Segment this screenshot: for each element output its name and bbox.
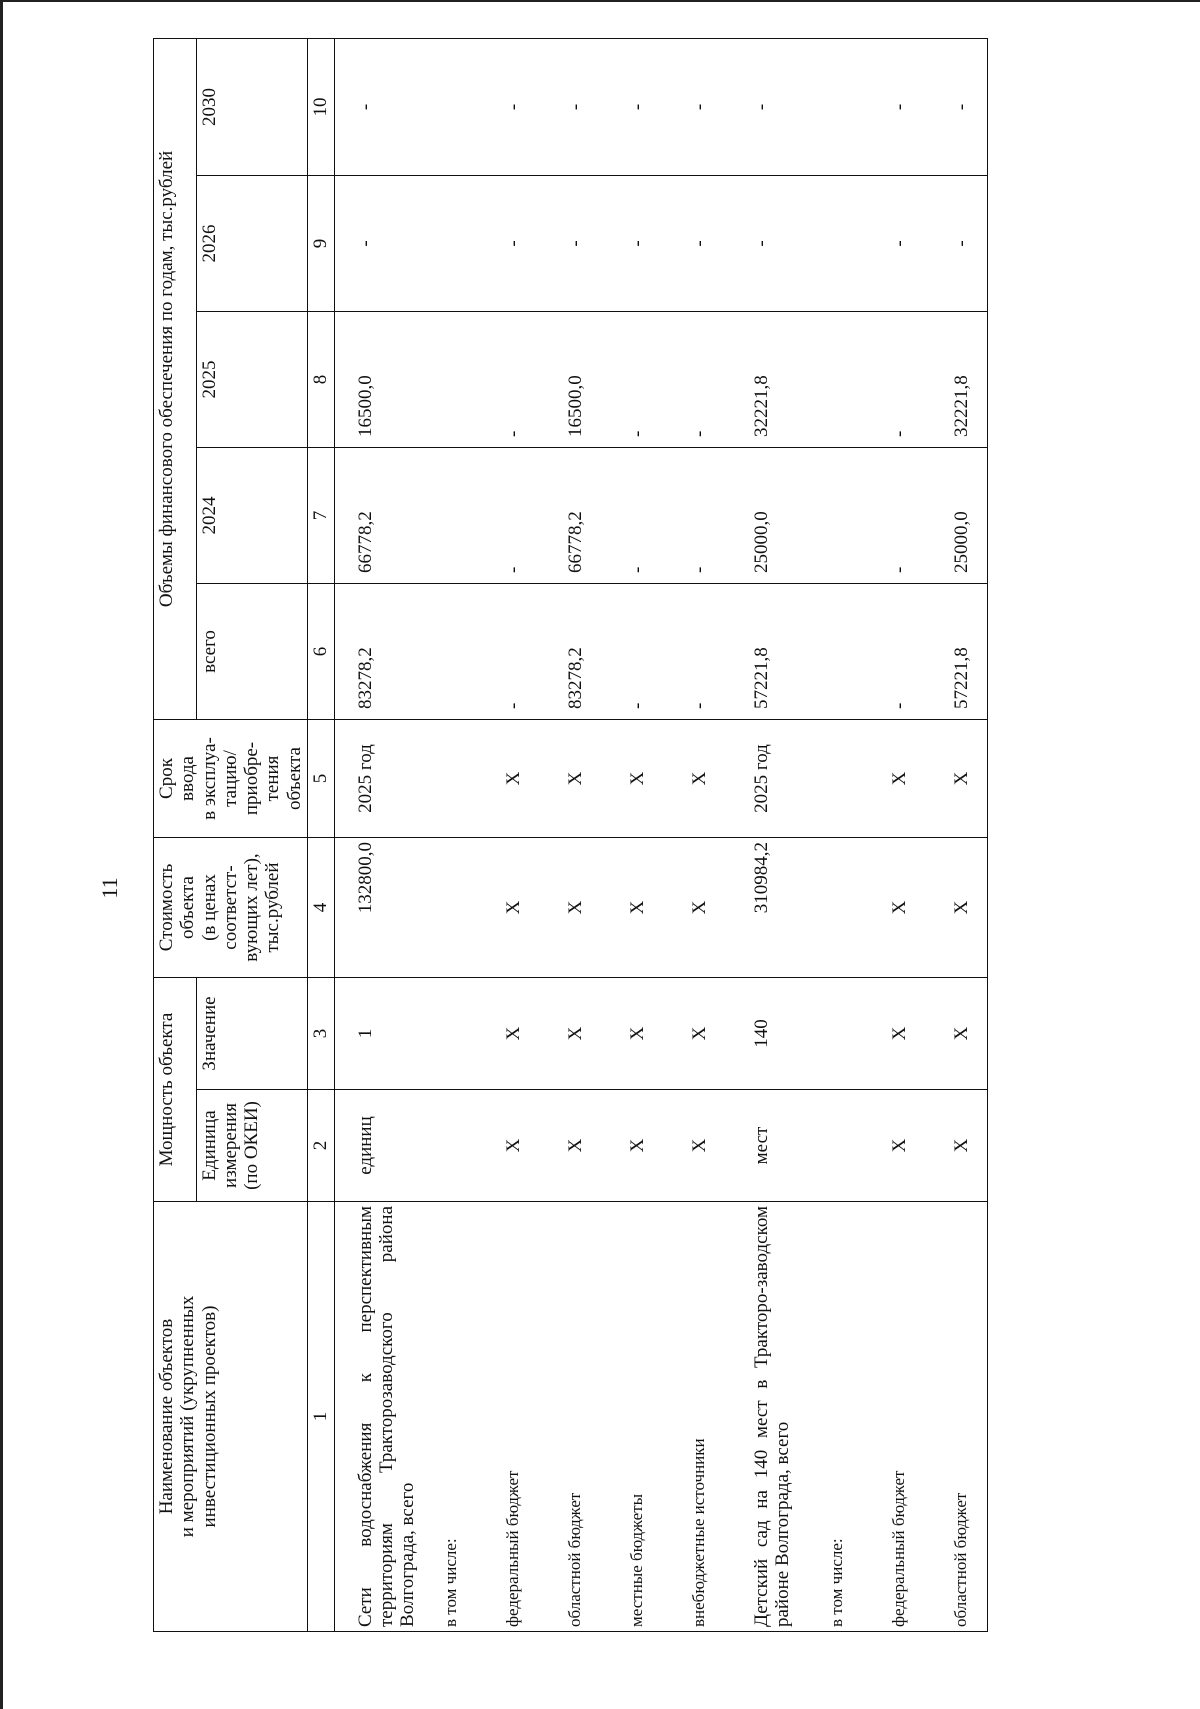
col-number: 2 [307, 1090, 334, 1202]
header-cost: Стоимость объекта (в ценах соответст- вующих лет), тыс.рублей [154, 838, 308, 978]
table-row: местные бюджеты X X X X - - - - - [625, 38, 663, 1631]
header-name: Наименование объектов и мероприятий (укрупненных инвестиционных проектов) [154, 1202, 308, 1632]
row-name: областной бюджет [949, 1202, 988, 1632]
row-name: внебюджетные источники [687, 1202, 725, 1632]
header-2030: 2030 [196, 38, 307, 175]
scan-edge-left [0, 0, 3, 1709]
header-capacity: Мощность объекта [154, 978, 197, 1202]
table-row: федеральный бюджет X X X X - - - - - [501, 38, 539, 1631]
col-number: 5 [307, 720, 334, 838]
header-2024: 2024 [196, 448, 307, 584]
row-2026: - [353, 176, 439, 312]
row-value: 1 [353, 978, 439, 1090]
col-number: 4 [307, 838, 334, 978]
row-unit: единиц [353, 1090, 439, 1202]
row-name: Детский сад на 140 мест в Тракторо-заводском районе Волгограда, всего [749, 1202, 825, 1632]
table-row: областной бюджет X X X X 57221,8 25000,0 32221,8 - - [949, 38, 988, 1631]
header-value: Значение [196, 978, 307, 1090]
header-2025: 2025 [196, 312, 307, 448]
table-row: внебюджетные источники X X X X - - - - - [687, 38, 725, 1631]
col-number: 8 [307, 312, 334, 448]
header-unit: Единица измерения (по ОКЕИ) [196, 1090, 307, 1202]
scan-edge-top [0, 0, 1200, 2]
financing-table [153, 38, 988, 1632]
col-number: 6 [307, 584, 334, 720]
row-name: Сети водоснабжения к перспективным территориям Тракторозаводского района Волгограда, всего [353, 1202, 439, 1632]
header-term: Срок ввода в эксплуа- тацию/ приобре- тения объекта [154, 720, 308, 838]
column-numbers-row [307, 38, 334, 1631]
row-name: в том числе: [439, 1202, 477, 1632]
table-row: Детский сад на 140 мест в Тракторо-заводском районе Волгограда, всего мест 140 310984,2 2025 год 57221,8 25000,0 32221,8 - - [749, 38, 825, 1631]
header-total: всего [196, 584, 307, 720]
page-number: 11 [97, 877, 122, 899]
row-name: федеральный бюджет [887, 1202, 925, 1632]
col-number: 9 [307, 176, 334, 312]
table-row: федеральный бюджет X X X X - - - - - [887, 38, 925, 1631]
row-term: 2025 год [353, 720, 439, 838]
row-cost: 132800,0 [353, 838, 439, 978]
table-row [353, 38, 439, 1631]
row-2024: 66778,2 [353, 448, 439, 584]
table-row [439, 38, 477, 1631]
header-2026: 2026 [196, 176, 307, 312]
col-number: 1 [307, 1202, 334, 1632]
row-name: федеральный бюджет [501, 1202, 539, 1632]
table-row [825, 38, 863, 1631]
col-number: 7 [307, 448, 334, 584]
table-row: областной бюджет X X X X 83278,2 66778,2 16500,0 - - [563, 38, 601, 1631]
row-name: местные бюджеты [625, 1202, 663, 1632]
row-2025: 16500,0 [353, 312, 439, 448]
row-2030: - [353, 38, 439, 175]
header-finance: Объемы финансового обеспечения по годам, тыс.рублей [154, 38, 197, 719]
row-name: в том числе: [825, 1202, 863, 1632]
col-number: 10 [307, 38, 334, 175]
row-name: областной бюджет [563, 1202, 601, 1632]
row-total: 83278,2 [353, 584, 439, 720]
rotated-table-area [153, 39, 1033, 1632]
col-number: 3 [307, 978, 334, 1090]
